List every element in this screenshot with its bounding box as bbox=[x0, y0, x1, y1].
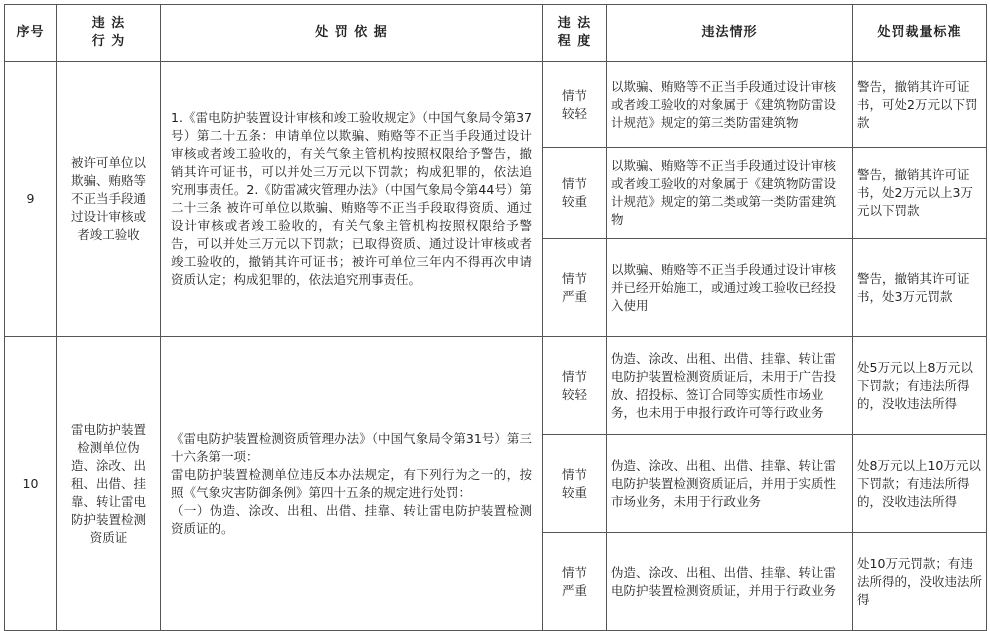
row-standard: 警告，撤销其许可证书，可处2万元以下罚款 bbox=[853, 62, 987, 148]
row-degree bbox=[543, 533, 607, 631]
degree-line2: 严重 bbox=[561, 582, 587, 598]
degree-line1: 情节 bbox=[561, 564, 587, 580]
row-situation: 伪造、涂改、出租、出借、挂靠、转让雷电防护装置检测资质证后，未用于广告投放、招投标、签订合同等实质性市场业务，也未用于申报行政许可等行政业务 bbox=[607, 337, 853, 435]
header-degree-line2: 程 度 bbox=[557, 34, 592, 49]
row-standard: 处8万元以上10万元以下罚款；有违法所得的，没收违法所得 bbox=[853, 435, 987, 533]
header-act-line1: 违 法 bbox=[91, 16, 126, 31]
degree-line1: 情节 bbox=[561, 87, 587, 103]
basis-paragraph: （一）伪造、涂改、出租、出借、挂靠、转让雷电防护装置检测资质证的。 bbox=[171, 502, 532, 536]
penalty-table bbox=[4, 4, 987, 631]
row-degree bbox=[543, 62, 607, 148]
degree-line2: 较重 bbox=[561, 484, 587, 500]
table-row bbox=[5, 62, 987, 148]
row-degree bbox=[543, 337, 607, 435]
row-no: 9 bbox=[5, 62, 57, 337]
header-standard: 处罚裁量标准 bbox=[853, 5, 987, 62]
degree-line1: 情节 bbox=[561, 466, 587, 482]
row-standard: 处5万元以上8万元以下罚款；有违法所得的，没收违法所得 bbox=[853, 337, 987, 435]
row-situation: 伪造、涂改、出租、出借、挂靠、转让雷电防护装置检测资质证，并用于行政业务 bbox=[607, 533, 853, 631]
basis-paragraph: 《雷电防护装置检测资质管理办法》（中国气象局令第31号）第三十六条第一项： bbox=[171, 430, 532, 464]
row-standard: 处10万元罚款；有违法所得的，没收违法所得 bbox=[853, 533, 987, 631]
degree-line1: 情节 bbox=[561, 270, 587, 286]
penalty-table-container bbox=[4, 4, 987, 631]
header-basis: 处 罚 依 据 bbox=[161, 5, 543, 62]
basis-paragraph: 雷电防护装置检测单位违反本办法规定，有下列行为之一的，按照《气象灾害防御条例》第四十五条的规定进行处罚： bbox=[171, 466, 532, 500]
header-degree-line1: 违 法 bbox=[557, 16, 592, 31]
row-standard: 警告，撤销其许可证书，处2万元以上3万元以下罚款 bbox=[853, 148, 987, 239]
row-situation: 伪造、涂改、出租、出借、挂靠、转让雷电防护装置检测资质证后，并用于实质性市场业务，未用于行政业务 bbox=[607, 435, 853, 533]
degree-line2: 较轻 bbox=[561, 105, 587, 121]
degree-line1: 情节 bbox=[561, 176, 587, 191]
row-basis bbox=[161, 337, 543, 631]
row-degree bbox=[543, 435, 607, 533]
header-act-line2: 行 为 bbox=[91, 34, 126, 49]
row-degree bbox=[543, 148, 607, 239]
header-situation: 违法情形 bbox=[607, 5, 853, 62]
header-degree bbox=[543, 5, 607, 62]
row-act: 被许可单位以欺骗、贿赂等不正当手段通过设计审核或者竣工验收 bbox=[57, 62, 161, 337]
header-act bbox=[57, 5, 161, 62]
header-row bbox=[5, 5, 987, 62]
row-no: 10 bbox=[5, 337, 57, 631]
row-degree bbox=[543, 239, 607, 337]
table-row bbox=[5, 337, 987, 435]
row-basis: 1.《雷电防护装置设计审核和竣工验收规定》（中国气象局令第37号）第二十五条：申请单位以欺骗、贿赂等不正当手段通过设计审核或者竣工验收的，有关气象主管机构按照权限给予警告，撤销其许可证书，可以并处三万元以下罚款；构成犯罪的，依法追究刑事责任。2.《防雷减灾管理办法》（中国气象局令第44号）第二十三条 被许可单位以欺骗、贿赂等不正当手段取得资质、通过设计审核或者竣工验收的，有关气象主管机构按照权限给予警告，可以并处三万元以下罚款；已取得资质、通过设计审核或者竣工验收的，撤销其许可证书；被许可单位三年内不得再次申请资质认定；构成犯罪的，依法追究刑事责任。 bbox=[161, 62, 543, 337]
degree-line2: 较重 bbox=[561, 194, 587, 209]
row-situation: 以欺骗、贿赂等不正当手段通过设计审核或者竣工验收的对象属于《建筑物防雷设计规范》规定的第三类防雷建筑物 bbox=[607, 62, 853, 148]
row-standard: 警告，撤销其许可证书，处3万元罚款 bbox=[853, 239, 987, 337]
row-situation: 以欺骗、贿赂等不正当手段通过设计审核并已经开始施工，或通过竣工验收已经投入使用 bbox=[607, 239, 853, 337]
row-act: 雷电防护装置检测单位伪造、涂改、出租、出借、挂靠、转让雷电防护装置检测资质证 bbox=[57, 337, 161, 631]
degree-line1: 情节 bbox=[561, 368, 587, 384]
header-no: 序号 bbox=[5, 5, 57, 62]
row-situation: 以欺骗、贿赂等不正当手段通过设计审核或者竣工验收的对象属于《建筑物防雷设计规范》规定的第二类或第一类防雷建筑物 bbox=[607, 148, 853, 239]
degree-line2: 较轻 bbox=[561, 386, 587, 402]
degree-line2: 严重 bbox=[561, 288, 587, 304]
